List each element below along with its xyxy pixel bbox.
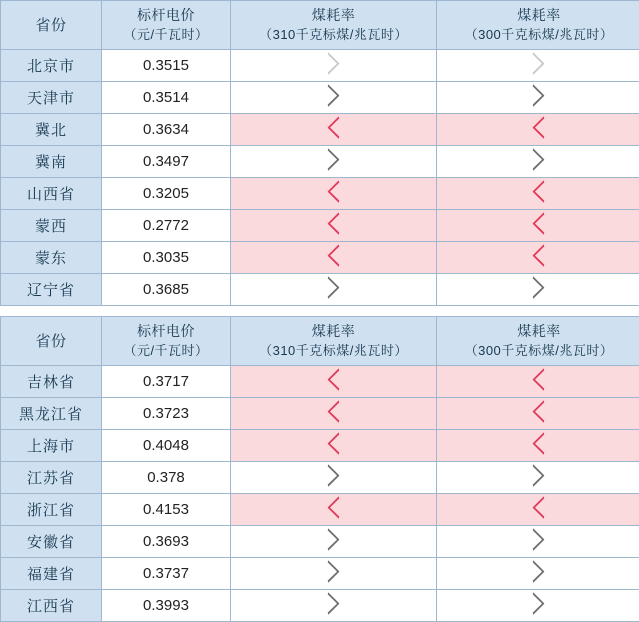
header-benchmark-price-line1: 标杆电价 — [102, 6, 230, 25]
table-row — [1, 398, 639, 430]
cell-coal-rate-310-comparison-icon — [231, 82, 437, 114]
header-coal-rate-310-line1: 煤耗率 — [231, 6, 436, 25]
table-2-body — [1, 366, 639, 622]
cell-benchmark-price: 0.3737 — [102, 558, 231, 590]
greater-than-icon: ＞ — [326, 52, 340, 80]
cell-benchmark-price: 0.3723 — [102, 398, 231, 430]
cell-benchmark-price: 0.3693 — [102, 526, 231, 558]
cell-benchmark-price: 0.3497 — [102, 146, 231, 178]
table-row — [1, 558, 639, 590]
less-than-icon: ＜ — [532, 496, 546, 524]
table-row — [1, 274, 639, 306]
header-coal-rate-300-line1: 煤耗率 — [437, 6, 639, 25]
table-1-header-row — [1, 1, 639, 50]
cell-province: 辽宁省 — [1, 274, 102, 306]
cell-coal-rate-310-comparison-icon — [231, 462, 437, 494]
cell-province: 江苏省 — [1, 462, 102, 494]
greater-than-icon: ＞ — [326, 276, 340, 304]
cell-coal-rate-300-comparison-icon — [437, 50, 639, 82]
cell-coal-rate-310-comparison-icon — [231, 430, 437, 462]
greater-than-icon: ＞ — [532, 84, 546, 112]
table-row — [1, 526, 639, 558]
less-than-icon: ＜ — [326, 400, 340, 428]
cell-coal-rate-300-comparison-icon — [437, 526, 639, 558]
cell-province: 北京市 — [1, 50, 102, 82]
cell-coal-rate-310-comparison-icon — [231, 398, 437, 430]
cell-coal-rate-310-comparison-icon — [231, 210, 437, 242]
less-than-icon: ＜ — [326, 180, 340, 208]
cell-coal-rate-300-comparison-icon — [437, 430, 639, 462]
less-than-icon: ＜ — [326, 212, 340, 240]
cell-coal-rate-300-comparison-icon — [437, 210, 639, 242]
cell-province: 吉林省 — [1, 366, 102, 398]
greater-than-icon: ＞ — [532, 52, 546, 80]
table-row — [1, 82, 639, 114]
cell-province: 蒙东 — [1, 242, 102, 274]
cell-coal-rate-310-comparison-icon — [231, 366, 437, 398]
cell-coal-rate-300-comparison-icon — [437, 494, 639, 526]
header-benchmark-price-line1: 标杆电价 — [102, 322, 230, 341]
greater-than-icon: ＞ — [532, 528, 546, 556]
less-than-icon: ＜ — [326, 368, 340, 396]
cell-coal-rate-310-comparison-icon — [231, 590, 437, 622]
coal-price-table-1 — [0, 0, 639, 306]
table-2-header — [1, 317, 639, 366]
cell-coal-rate-300-comparison-icon — [437, 462, 639, 494]
cell-benchmark-price: 0.3514 — [102, 82, 231, 114]
cell-benchmark-price: 0.2772 — [102, 210, 231, 242]
greater-than-icon: ＞ — [532, 276, 546, 304]
cell-coal-rate-300-comparison-icon — [437, 178, 639, 210]
cell-coal-rate-300-comparison-icon — [437, 114, 639, 146]
less-than-icon: ＜ — [532, 368, 546, 396]
less-than-icon: ＜ — [326, 496, 340, 524]
cell-benchmark-price: 0.3515 — [102, 50, 231, 82]
header-coal-rate-300-line2: （300千克标煤/兆瓦时） — [437, 341, 639, 360]
less-than-icon: ＜ — [326, 432, 340, 460]
cell-coal-rate-300-comparison-icon — [437, 242, 639, 274]
greater-than-icon: ＞ — [326, 84, 340, 112]
header-benchmark-price-line2: （元/千瓦时） — [102, 341, 230, 360]
coal-price-table-2 — [0, 316, 639, 622]
cell-province: 蒙西 — [1, 210, 102, 242]
cell-province: 上海市 — [1, 430, 102, 462]
cell-coal-rate-300-comparison-icon — [437, 558, 639, 590]
cell-coal-rate-300-comparison-icon — [437, 366, 639, 398]
greater-than-icon: ＞ — [326, 560, 340, 588]
table-1-header — [1, 1, 639, 50]
table-1-body — [1, 50, 639, 306]
table-row — [1, 430, 639, 462]
cell-province: 江西省 — [1, 590, 102, 622]
cell-province: 福建省 — [1, 558, 102, 590]
header-benchmark-price — [102, 317, 231, 366]
header-province: 省份 — [1, 317, 102, 366]
header-coal-rate-310 — [231, 317, 437, 366]
header-province: 省份 — [1, 1, 102, 50]
cell-benchmark-price: 0.4153 — [102, 494, 231, 526]
cell-benchmark-price: 0.3634 — [102, 114, 231, 146]
cell-coal-rate-300-comparison-icon — [437, 82, 639, 114]
greater-than-icon: ＞ — [326, 464, 340, 492]
cell-coal-rate-310-comparison-icon — [231, 146, 437, 178]
cell-coal-rate-310-comparison-icon — [231, 50, 437, 82]
header-coal-rate-300 — [437, 317, 639, 366]
table-separator — [0, 306, 639, 316]
greater-than-icon: ＞ — [532, 560, 546, 588]
greater-than-icon: ＞ — [532, 148, 546, 176]
table-row — [1, 50, 639, 82]
cell-coal-rate-300-comparison-icon — [437, 398, 639, 430]
greater-than-icon: ＞ — [326, 528, 340, 556]
cell-province: 山西省 — [1, 178, 102, 210]
cell-coal-rate-310-comparison-icon — [231, 494, 437, 526]
table-row — [1, 146, 639, 178]
table-row — [1, 462, 639, 494]
header-coal-rate-310-line2: （310千克标煤/兆瓦时） — [231, 341, 436, 360]
cell-coal-rate-310-comparison-icon — [231, 242, 437, 274]
cell-province: 安徽省 — [1, 526, 102, 558]
cell-province: 黑龙江省 — [1, 398, 102, 430]
cell-coal-rate-310-comparison-icon — [231, 114, 437, 146]
cell-benchmark-price: 0.3205 — [102, 178, 231, 210]
cell-benchmark-price: 0.3685 — [102, 274, 231, 306]
cell-coal-rate-310-comparison-icon — [231, 558, 437, 590]
table-row — [1, 590, 639, 622]
cell-benchmark-price: 0.378 — [102, 462, 231, 494]
cell-province: 浙江省 — [1, 494, 102, 526]
cell-benchmark-price: 0.3993 — [102, 590, 231, 622]
cell-coal-rate-310-comparison-icon — [231, 526, 437, 558]
header-benchmark-price-line2: （元/千瓦时） — [102, 25, 230, 44]
table-row — [1, 210, 639, 242]
table-row — [1, 494, 639, 526]
less-than-icon: ＜ — [326, 244, 340, 272]
less-than-icon: ＜ — [532, 244, 546, 272]
cell-coal-rate-300-comparison-icon — [437, 274, 639, 306]
table-row — [1, 178, 639, 210]
less-than-icon: ＜ — [532, 212, 546, 240]
table-row — [1, 114, 639, 146]
less-than-icon: ＜ — [532, 116, 546, 144]
cell-province: 冀南 — [1, 146, 102, 178]
cell-coal-rate-310-comparison-icon — [231, 274, 437, 306]
header-coal-rate-300-line2: （300千克标煤/兆瓦时） — [437, 25, 639, 44]
cell-coal-rate-300-comparison-icon — [437, 590, 639, 622]
table-row — [1, 366, 639, 398]
cell-coal-rate-310-comparison-icon — [231, 178, 437, 210]
cell-benchmark-price: 0.3035 — [102, 242, 231, 274]
header-benchmark-price — [102, 1, 231, 50]
table-2-header-row — [1, 317, 639, 366]
cell-benchmark-price: 0.3717 — [102, 366, 231, 398]
less-than-icon: ＜ — [532, 400, 546, 428]
header-coal-rate-310 — [231, 1, 437, 50]
greater-than-icon: ＞ — [326, 592, 340, 620]
header-coal-rate-310-line1: 煤耗率 — [231, 322, 436, 341]
greater-than-icon: ＞ — [326, 148, 340, 176]
cell-benchmark-price: 0.4048 — [102, 430, 231, 462]
header-coal-rate-310-line2: （310千克标煤/兆瓦时） — [231, 25, 436, 44]
less-than-icon: ＜ — [532, 432, 546, 460]
less-than-icon: ＜ — [532, 180, 546, 208]
greater-than-icon: ＞ — [532, 592, 546, 620]
greater-than-icon: ＞ — [532, 464, 546, 492]
cell-coal-rate-300-comparison-icon — [437, 146, 639, 178]
cell-province: 冀北 — [1, 114, 102, 146]
header-coal-rate-300 — [437, 1, 639, 50]
cell-province: 天津市 — [1, 82, 102, 114]
header-coal-rate-300-line1: 煤耗率 — [437, 322, 639, 341]
less-than-icon: ＜ — [326, 116, 340, 144]
table-row — [1, 242, 639, 274]
